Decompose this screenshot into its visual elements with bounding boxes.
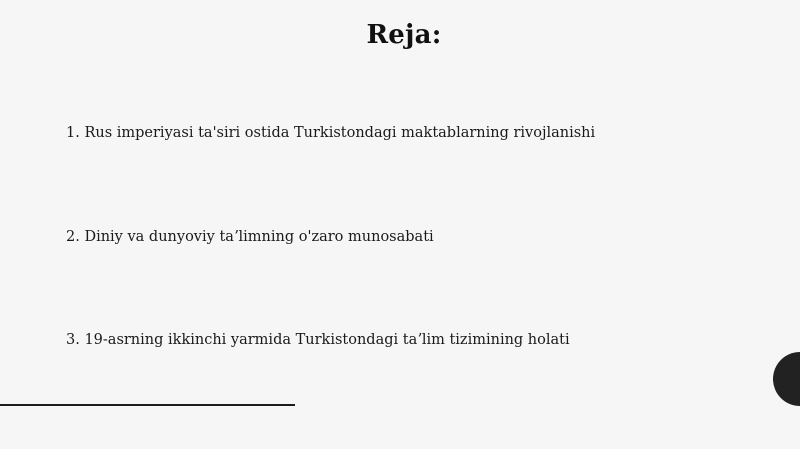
plan-item-3: 3. 19-asrning ikkinchi yarmida Turkistondagi taʼlim tizimining holati (66, 332, 570, 348)
decorative-underline (0, 404, 295, 406)
plan-item-1: 1. Rus imperiyasi ta'siri ostida Turkistondagi maktablarning rivojlanishi (66, 125, 596, 141)
circle-shape-icon (773, 352, 800, 406)
slide-title: Reja: (366, 20, 442, 50)
plan-item-2: 2. Diniy va dunyoviy taʼlimning o'zaro munosabati (66, 229, 434, 245)
